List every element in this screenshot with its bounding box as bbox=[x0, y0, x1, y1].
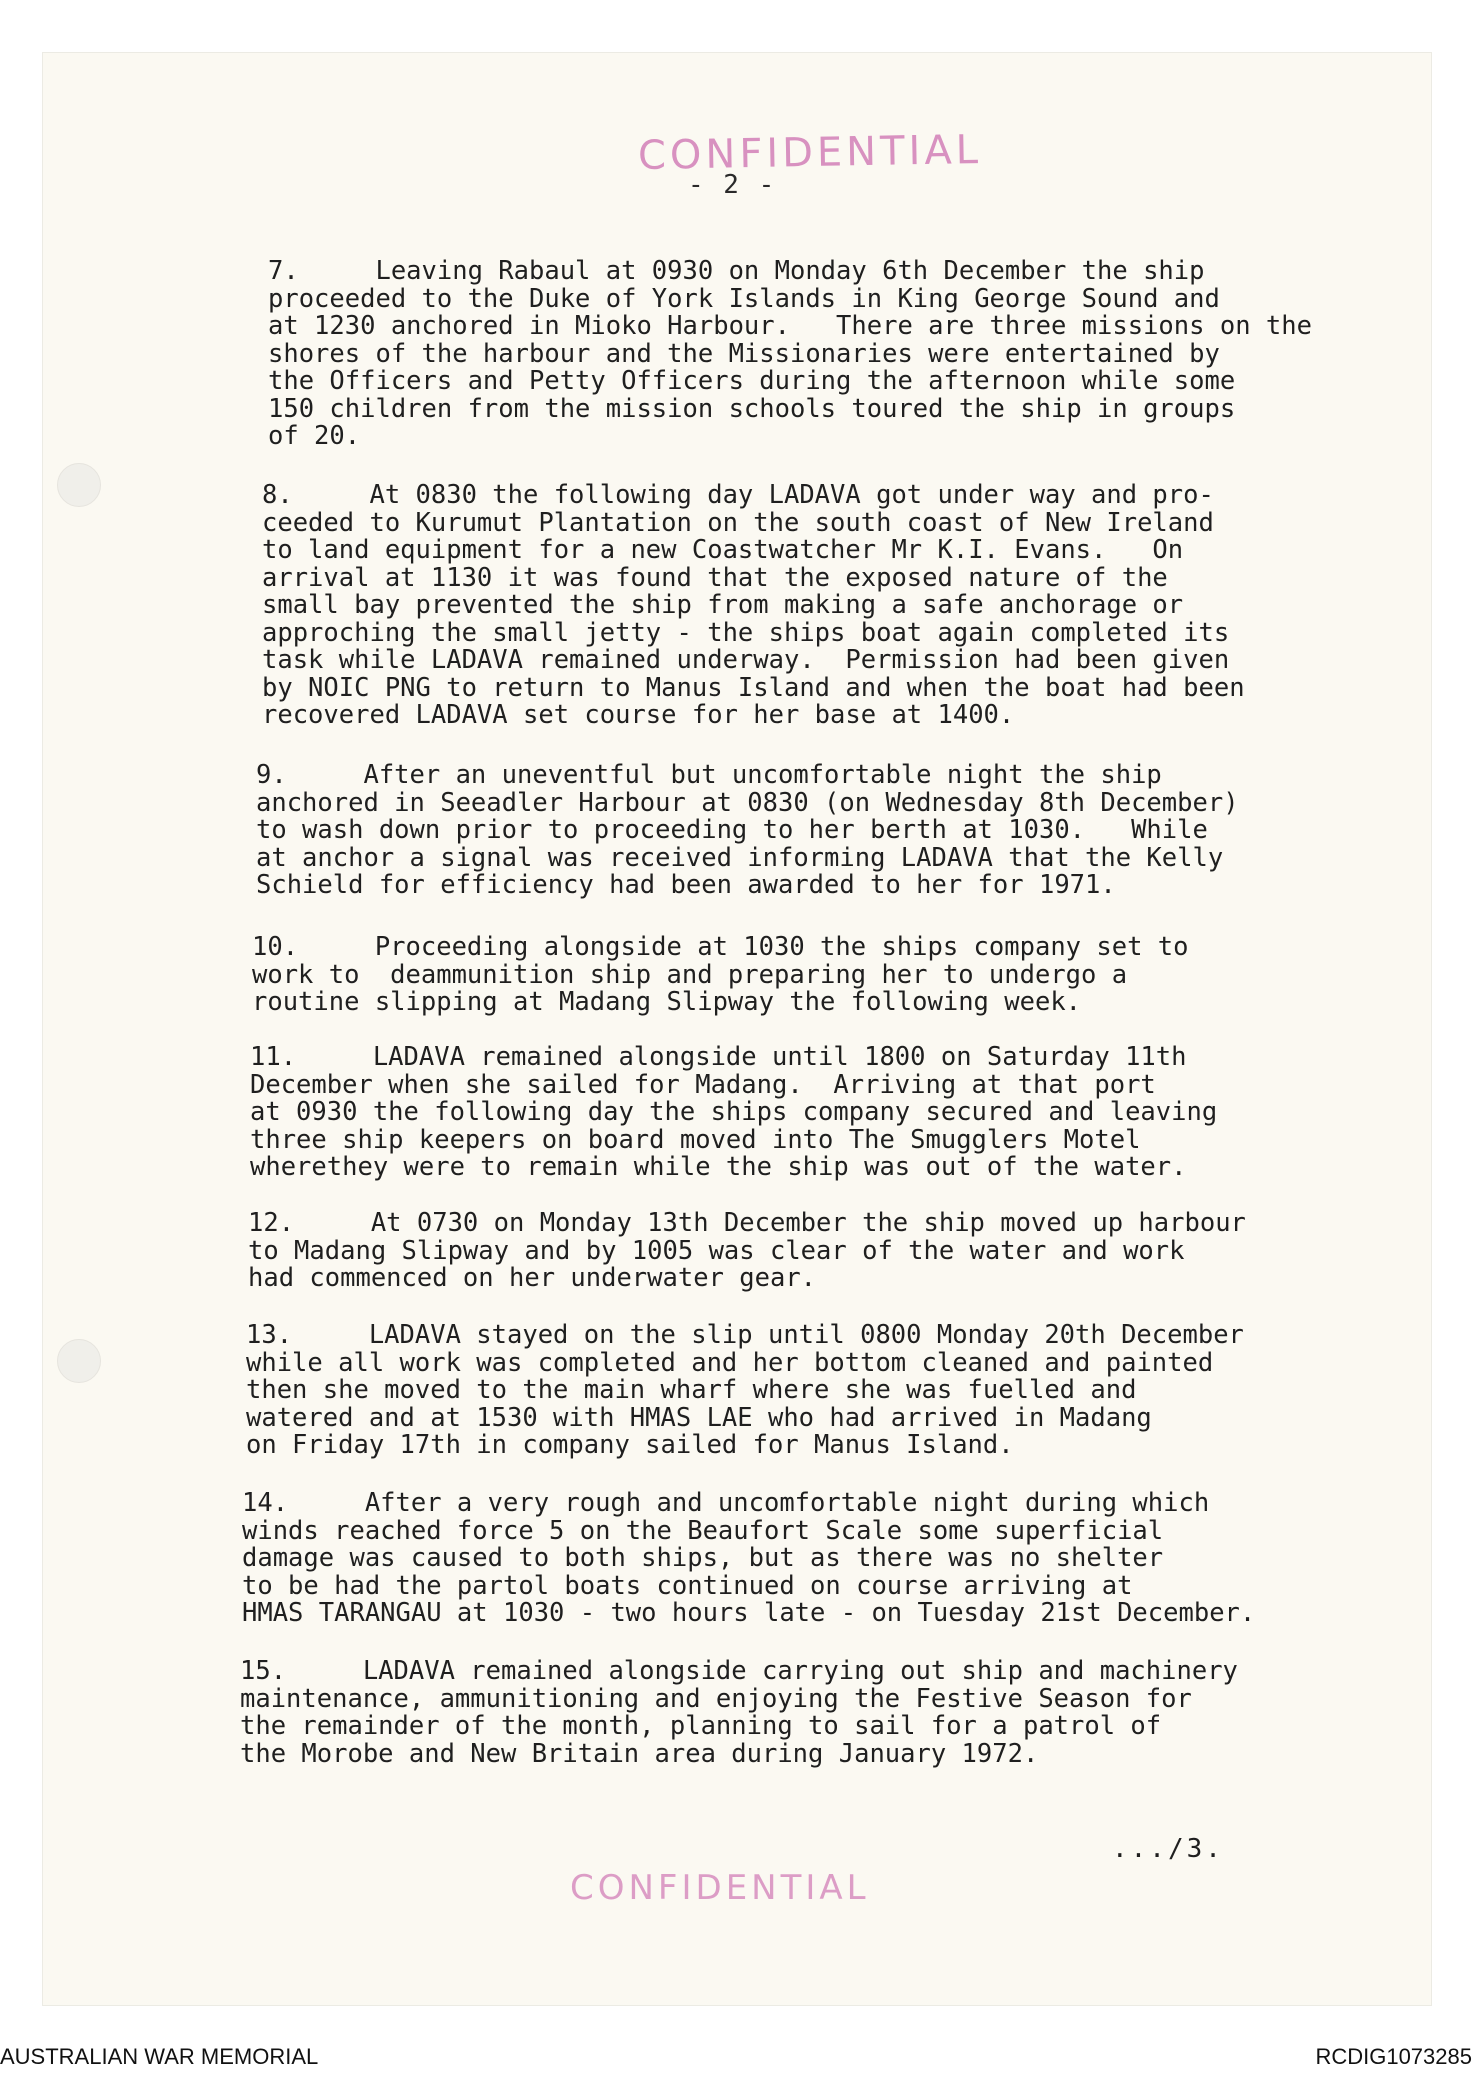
footer-record-id: RCDIG1073285 bbox=[1315, 2044, 1472, 2069]
paragraph-8: 8. At 0830 the following day LADAVA got under way and pro- ceeded to Kurumut Plantation on the south coast of New Ireland to land equipment for a new Coastwatcher Mr K.I. Evans. On arrival at 1130 it was found that the exposed nature of the small bay prevented the ship from making a safe anchorage or approching the small jetty - the ships boat again completed its task while LADAVA remained underway. Permission had been given by NOIC PNG to return to Manus Island and when the boat had been recovered LADAVA set course for her base at 1400. bbox=[262, 480, 1245, 730]
confidential-stamp-top: CONFIDENTIAL bbox=[637, 127, 983, 179]
punch-hole bbox=[57, 463, 101, 507]
paragraph-15: 15. LADAVA remained alongside carrying out ship and machinery maintenance, ammunitioning and enjoying the Festive Season for the remainder of the month, planning to sail for a patrol of the Morobe and New Britain area during January 1972. bbox=[240, 1656, 1238, 1769]
paragraph-11: 11. LADAVA remained alongside until 1800 on Saturday 11th December when she sailed for Madang. Arriving at that port at 0930 the following day the ships company secured and leaving three ship keepers on board moved into The Smugglers Motel wherethey were to remain while the ship was out of the water. bbox=[250, 1042, 1218, 1182]
paragraph-7: 7. Leaving Rabaul at 0930 on Monday 6th December the ship proceeded to the Duke of York Islands in King George Sound and at 1230 anchored in Mioko Harbour. There are three missions on the shores of the harbour and the Missionaries were entertained by the Officers and Petty Officers during the afternoon while some 150 children from the mission schools toured the ship in groups of 20. bbox=[268, 256, 1312, 451]
paragraph-9: 9. After an uneventful but uncomfortable night the ship anchored in Seeadler Harbour at 0830 (on Wednesday 8th December) to wash down prior to proceeding to her berth at 1030. While at anchor a signal was received informing LADAVA that the Kelly Schield for efficiency had been awarded to her for 1971. bbox=[256, 760, 1239, 900]
paragraph-14: 14. After a very rough and uncomfortable night during which winds reached force 5 on the Beaufort Scale some superficial damage was caused to both ships, but as there was no shelter to be had the partol boats continued on course arriving at HMAS TARANGAU at 1030 - two hours late - on Tuesday 21st December. bbox=[242, 1488, 1256, 1628]
paragraph-10: 10. Proceeding alongside at 1030 the ships company set to work to deammunition ship and preparing her to undergo a routine slipping at Madang Slipway the following week. bbox=[252, 932, 1189, 1017]
paragraph-12: 12. At 0730 on Monday 13th December the ship moved up harbour to Madang Slipway and by 1005 was clear of the water and work had commenced on her underwater gear. bbox=[248, 1208, 1246, 1293]
footer-source: AUSTRALIAN WAR MEMORIAL bbox=[0, 2044, 319, 2069]
punch-hole bbox=[57, 1339, 101, 1383]
continuation-marker: .../3. bbox=[1112, 1834, 1224, 1864]
page-number: - 2 - bbox=[688, 170, 777, 200]
confidential-stamp-bottom: CONFIDENTIAL bbox=[570, 1868, 870, 1908]
paragraph-13: 13. LADAVA stayed on the slip until 0800 Monday 20th December while all work was completed and her bottom cleaned and painted then she moved to the main wharf where she was fuelled and watered and at 1530 with HMAS LAE who had arrived in Madang on Friday 17th in company sailed for Manus Island. bbox=[246, 1320, 1244, 1460]
